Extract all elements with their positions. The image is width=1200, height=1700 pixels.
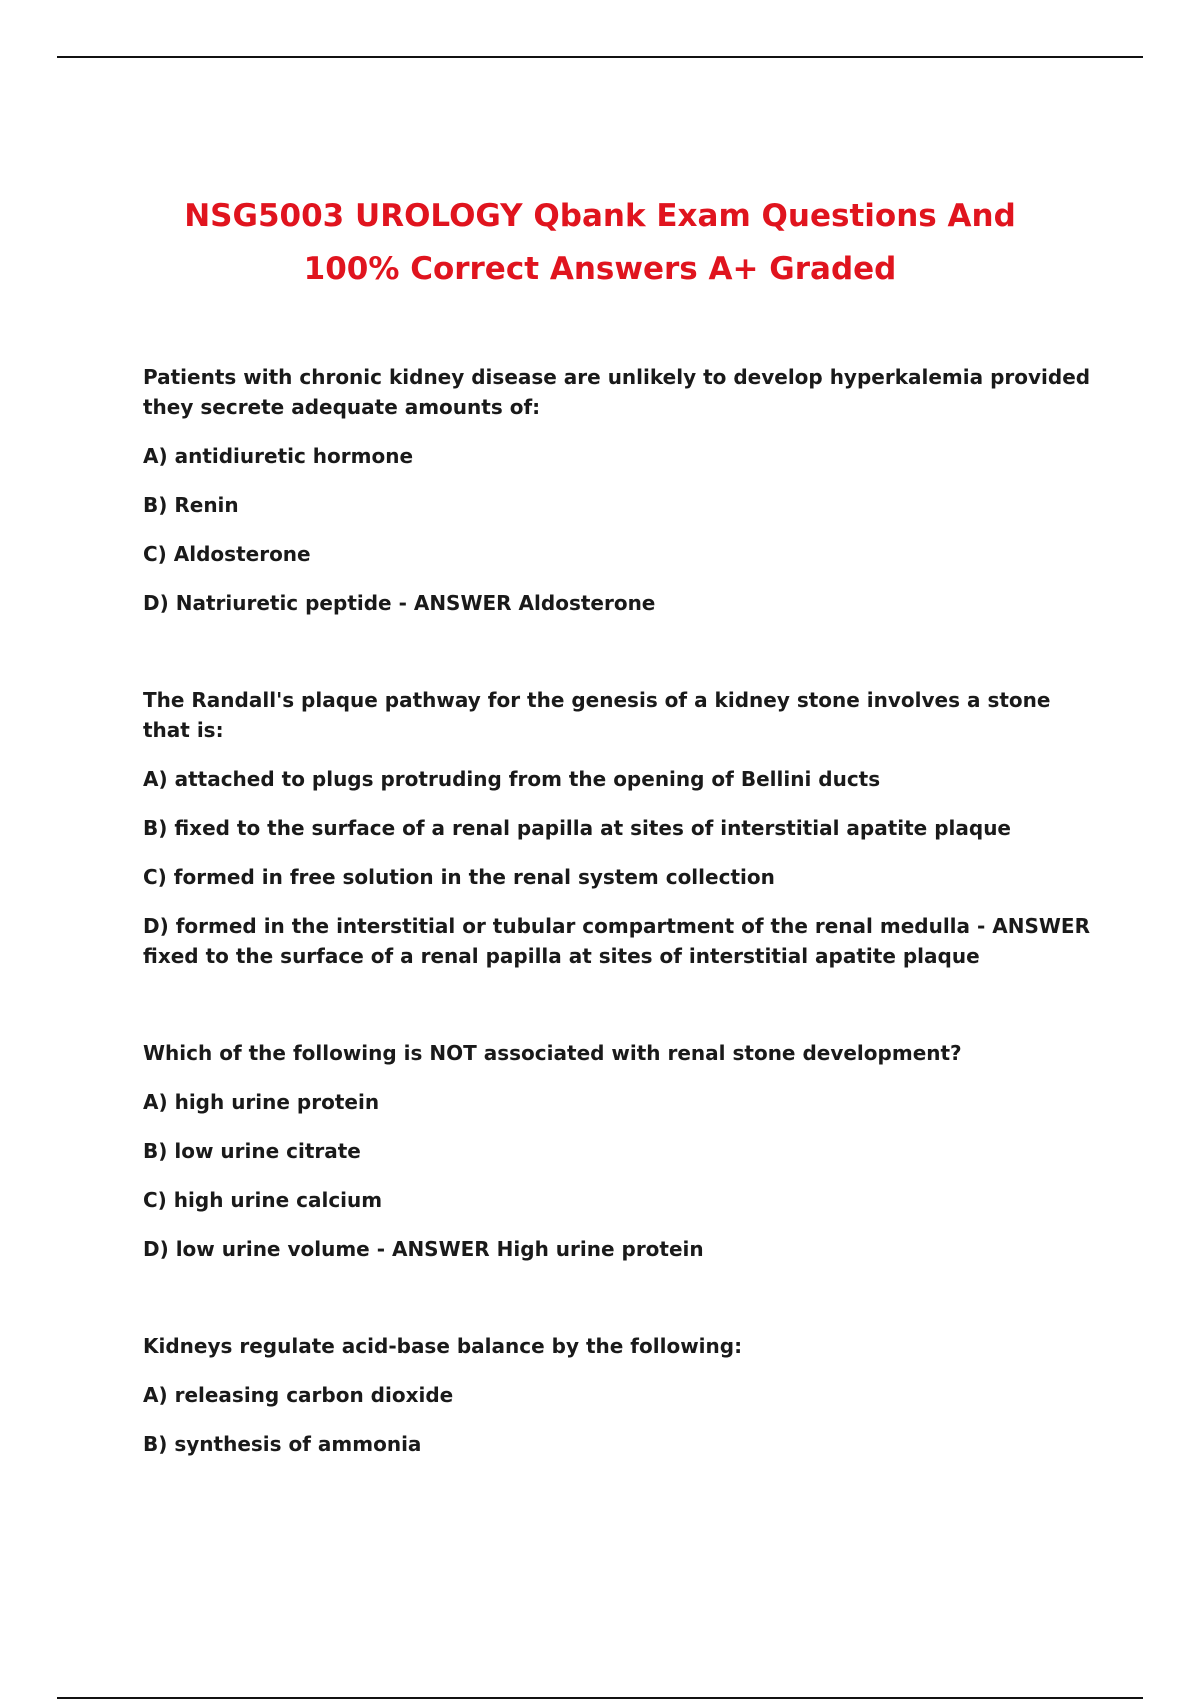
option-a: A) antidiuretic hormone	[143, 444, 414, 468]
option-b: B) Renin	[143, 493, 239, 517]
footer-rule	[57, 1697, 1143, 1699]
question-text: Kidneys regulate acid-base balance by the following:	[143, 1334, 743, 1358]
option-d-answer: D) Natriuretic peptide - ANSWER Aldosterone	[143, 591, 656, 615]
document-title	[100, 190, 1100, 296]
question-text: The Randall's plaque pathway for the genesis of a kidney stone involves a stone that is:	[143, 688, 1051, 742]
option-a: A) attached to plugs protruding from the opening of Bellini ducts	[143, 767, 881, 791]
question-block	[143, 1038, 1103, 1264]
header-rule	[57, 56, 1143, 58]
option-d-answer: D) low urine volume - ANSWER High urine protein	[143, 1237, 704, 1261]
option-a: A) high urine protein	[143, 1090, 380, 1114]
title-line-1: NSG5003 UROLOGY Qbank Exam Questions And	[184, 198, 1016, 234]
question-list	[143, 362, 1103, 1526]
option-d-answer: D) formed in the interstitial or tubular compartment of the renal medulla - ANSWER fixed to the surface of a renal papilla at sites of interstitial apatite plaque	[143, 914, 1090, 968]
question-text: Patients with chronic kidney disease are unlikely to develop hyperkalemia provided they secrete adequate amounts of:	[143, 365, 1091, 419]
option-b: B) synthesis of ammonia	[143, 1432, 422, 1456]
question-block	[143, 685, 1103, 971]
option-c: C) Aldosterone	[143, 542, 311, 566]
option-b: B) low urine citrate	[143, 1139, 361, 1163]
option-c: C) formed in free solution in the renal system collection	[143, 865, 775, 889]
title-line-2: 100% Correct Answers A+ Graded	[303, 251, 897, 287]
question-text: Which of the following is NOT associated with renal stone development?	[143, 1041, 962, 1065]
option-b: B) fixed to the surface of a renal papilla at sites of interstitial apatite plaque	[143, 816, 1011, 840]
question-block	[143, 1331, 1103, 1459]
option-a: A) releasing carbon dioxide	[143, 1383, 454, 1407]
option-c: C) high urine calcium	[143, 1188, 383, 1212]
question-block	[143, 362, 1103, 618]
